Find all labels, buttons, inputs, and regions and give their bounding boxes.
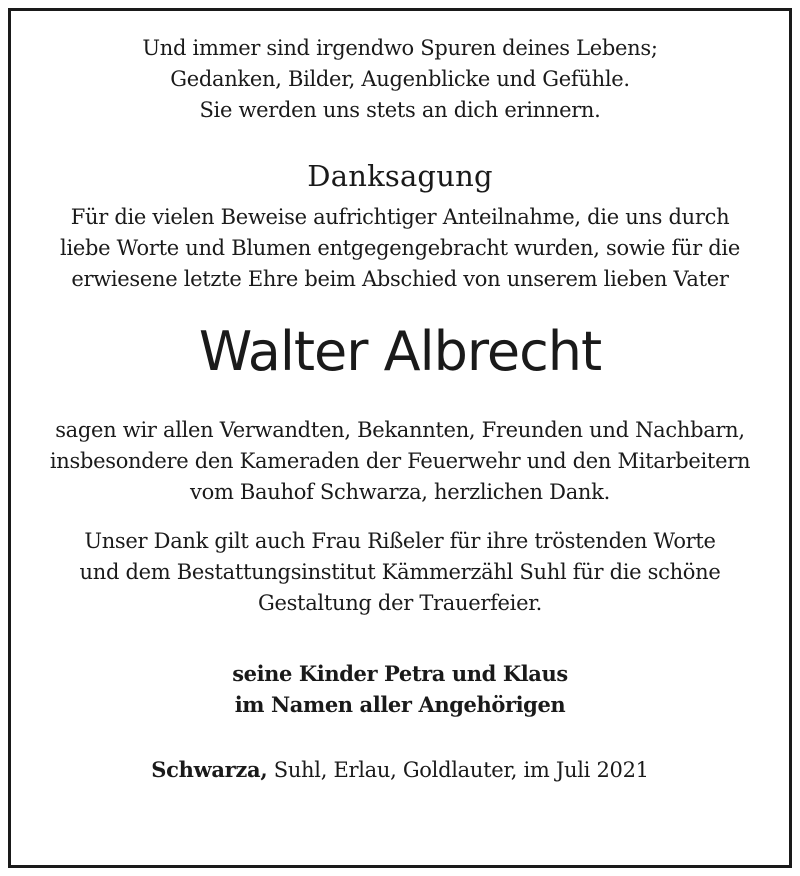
thanks-line: vom Bauhof Schwarza, herzlichen Dank. — [190, 480, 610, 504]
motto-line: Und immer sind irgendwo Spuren deines Lebens; — [142, 36, 658, 60]
signature-line: im Namen aller Angehörigen — [234, 692, 566, 717]
place-rest: Suhl, Erlau, Goldlauter, im Juli 2021 — [267, 758, 649, 782]
intro-line: Für die vielen Beweise aufrichtiger Anteilnahme, die uns durch — [70, 205, 730, 229]
heading-danksagung: Danksagung — [307, 159, 493, 193]
motto-line: Gedanken, Bilder, Augenblicke und Gefühle. — [170, 67, 630, 91]
signature-block — [0, 658, 800, 720]
additional-thanks-paragraph — [0, 526, 800, 619]
thanks-paragraph — [0, 415, 800, 508]
motto-line: Sie werden uns stets an dich erinnern. — [199, 98, 601, 122]
thanks-line: sagen wir allen Verwandten, Bekannten, Freunden und Nachbarn, — [55, 418, 745, 442]
intro-paragraph — [0, 202, 800, 295]
intro-line: liebe Worte und Blumen entgegengebracht wurden, sowie für die — [60, 236, 740, 260]
signature-line: seine Kinder Petra und Klaus — [232, 661, 568, 686]
extra-line: Gestaltung der Trauerfeier. — [257, 591, 543, 615]
motto-verse — [0, 0, 800, 126]
place-primary: Schwarza, — [151, 757, 268, 782]
deceased-name: Walter Albrecht — [198, 320, 602, 383]
extra-line: Unser Dank gilt auch Frau Rißeler für ihre tröstenden Worte — [84, 529, 716, 553]
intro-line: erwiesene letzte Ehre beim Abschied von unserem lieben Vater — [71, 267, 729, 291]
thanks-line: insbesondere den Kameraden der Feuerwehr und den Mitarbeitern — [49, 449, 751, 473]
place-date-line — [0, 754, 800, 786]
extra-line: und dem Bestattungsinstitut Kämmerzähl Suhl für die schöne — [79, 560, 721, 584]
